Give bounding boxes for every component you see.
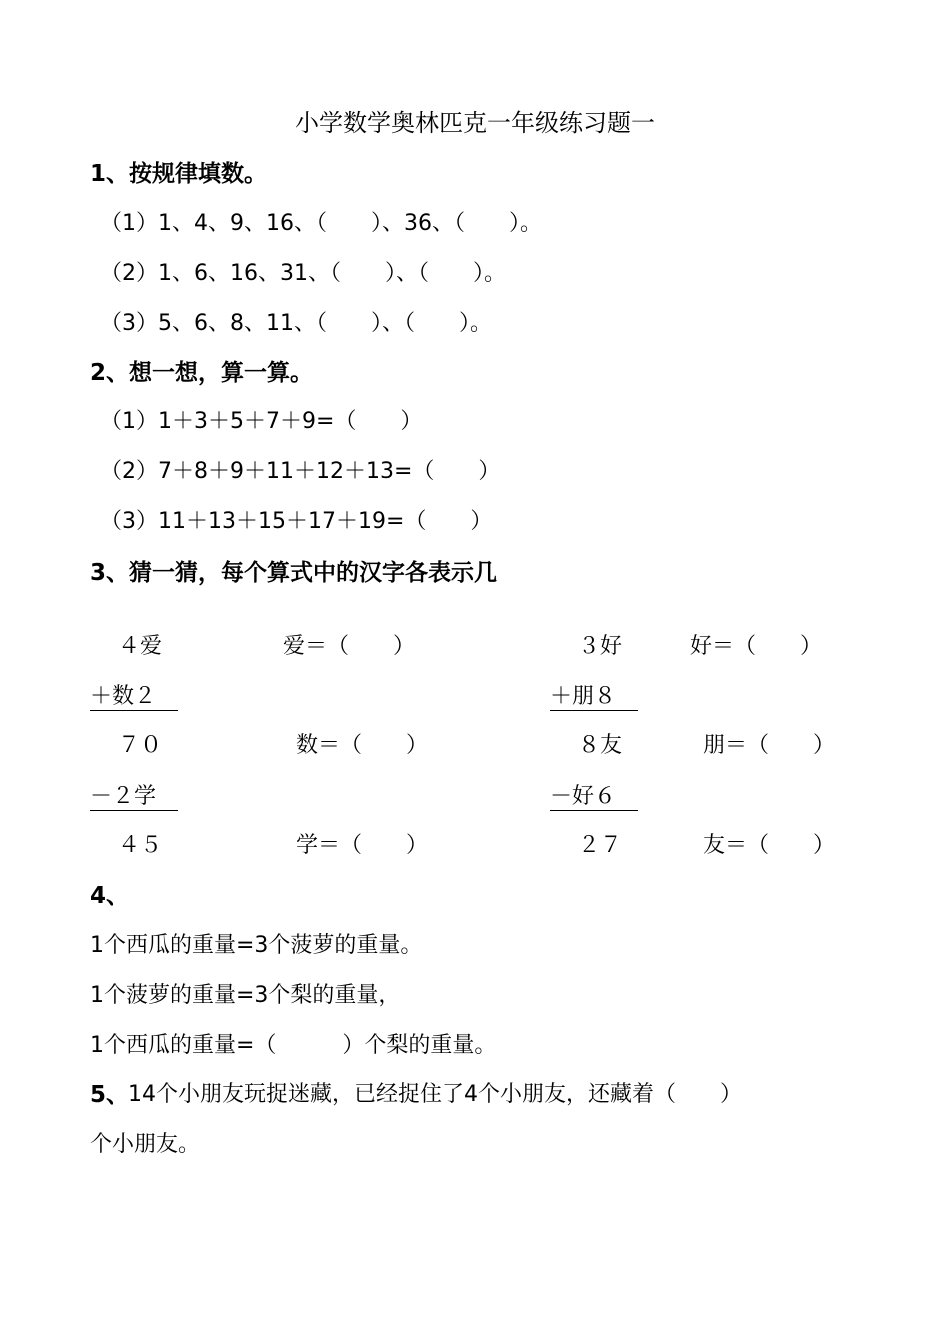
q5-line-1: 14个小朋友玩捉迷藏，已经捉住了4个小朋友，还藏着（ ） [128,1082,742,1107]
q3-left-row-3: ７０ [118,733,163,758]
q4-line-1: 1个西瓜的重量=3个菠萝的重量。 [90,933,423,958]
q2-item-2: （2）7＋8＋9＋11＋12＋13=（ ） [100,459,501,484]
q3-left-answer-3: 学＝（ ） [296,833,429,858]
q2-heading: 2、想一想，算一算。 [90,360,314,386]
q3-right-row-2: ＋朋８ [550,684,639,709]
q3-right-answer-2: 朋＝（ ） [703,733,836,758]
q3-left-row-5: ４５ [118,833,163,858]
q4-line-2: 1个菠萝的重量=3个梨的重量， [90,983,401,1008]
q4-heading: 4、 [90,883,130,909]
q2-item-1: （1）1＋3＋5＋7＋9=（ ） [100,409,423,434]
q3-right-row-1: ３好 [578,634,623,659]
q1-heading: 1、按规律填数。 [90,161,268,187]
q3-left-answer-1: 爱＝（ ） [283,634,416,659]
q1-item-1: （1）1、4、9、16、（ ）、36、（ ）。 [100,211,542,236]
q1-item-3: （3）5、6、8、11、（ ）、（ ）。 [100,311,492,336]
q3-left-row-2: ＋数２ [90,684,179,709]
q3-left-row-1: ４爱 [118,634,163,659]
q1-item-2: （2）1、6、16、31、（ ）、（ ）。 [100,261,506,286]
q3-right-answer-1: 好＝（ ） [690,634,823,659]
q3-right-answer-3: 友＝（ ） [703,833,836,858]
q3-right-row-5: ２７ [578,833,623,858]
q5-line-2: 个小朋友。 [90,1132,201,1157]
q3-heading: 3、猜一猜，每个算式中的汉字各表示几 [90,560,498,586]
q3-left-answer-2: 数＝（ ） [296,733,429,758]
q3-left-row-4: －２学 [90,784,179,809]
q3-right-row-3: ８友 [578,733,623,758]
q5-number: 5、 [90,1082,130,1108]
q3-right-row-4: －好６ [550,784,639,809]
page-title: 小学数学奥林匹克一年级练习题一 [295,109,655,137]
q4-line-3: 1个西瓜的重量=（ ）个梨的重量。 [90,1033,497,1058]
q2-item-3: （3）11＋13＋15＋17＋19=（ ） [100,509,493,534]
